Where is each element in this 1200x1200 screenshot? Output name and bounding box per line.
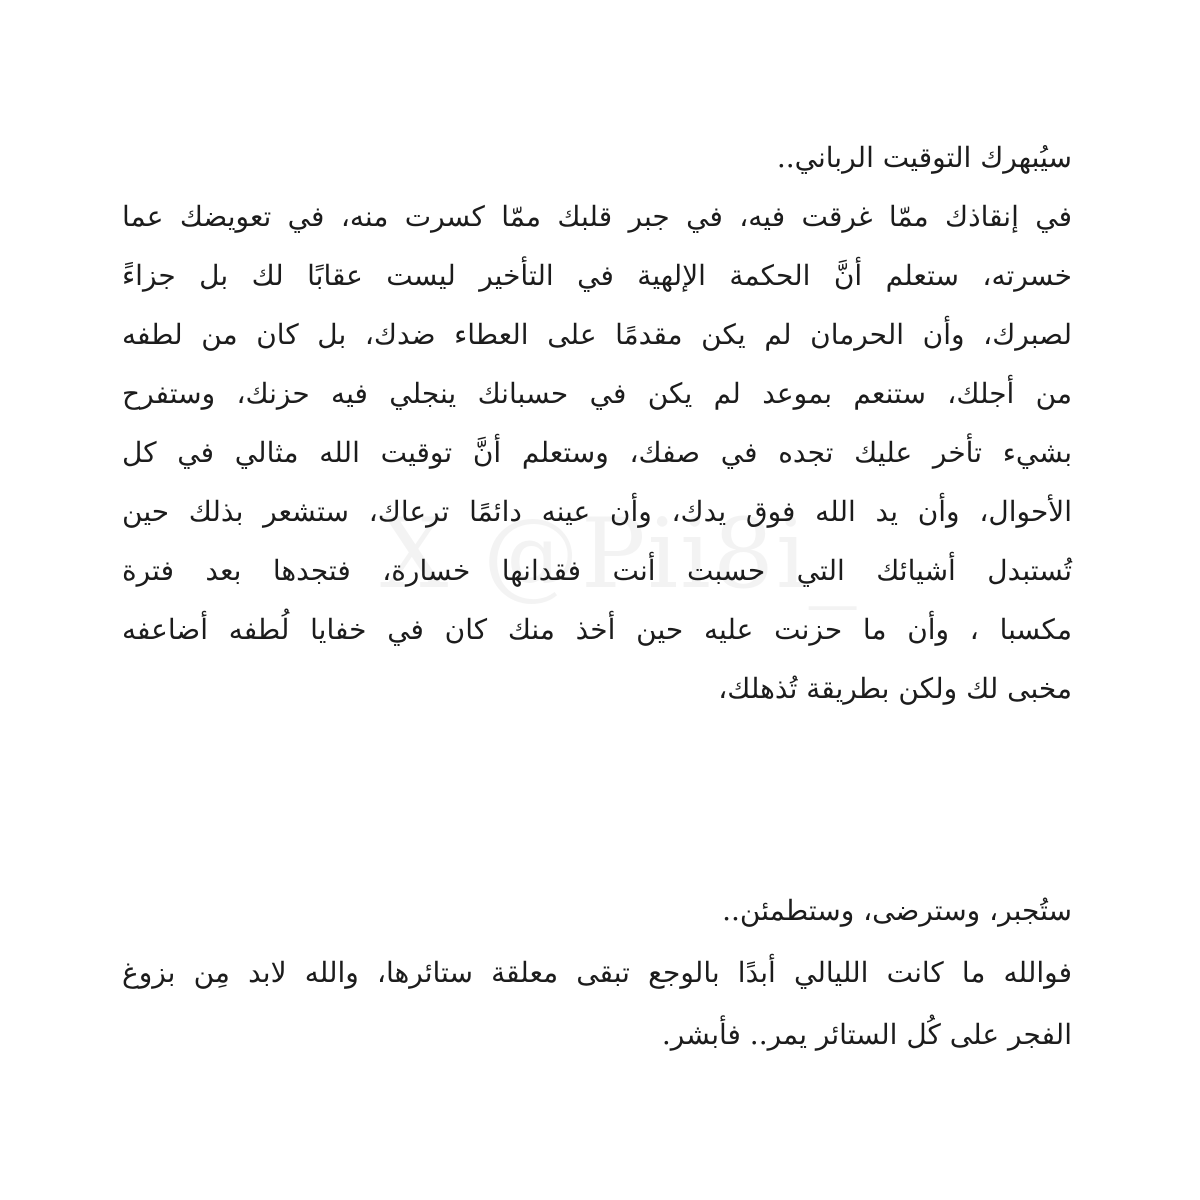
paragraph-1	[122, 128, 1072, 718]
paragraph-2-line: الفجر على كُل الستائر يمر.. فأبشر.	[661, 1018, 1072, 1051]
paragraph-1-line: في إنقاذك ممّا غرقت فيه، في جبر قلبك ممّا كسرت منه، في تعويضك عما	[122, 200, 1072, 233]
paragraph-2	[122, 880, 1072, 1066]
paragraph-1-line: خسرته، ستعلم أنَّ الحكمة الإلهية في التأخير ليست عقابًا لك بل جزاءً	[122, 259, 1072, 292]
paragraph-2-heading: ستُجبر، وسترضى، وستطمئن..	[722, 894, 1072, 927]
paragraph-1-line: لصبرك، وأن الحرمان لم يكن مقدمًا على العطاء ضدك، بل كان من لطفه	[122, 318, 1072, 351]
paragraph-1-line: تُستبدل أشيائك التي حسبت أنت فقدانها خسارة، فتجدها بعد فترة	[122, 554, 1072, 587]
paragraph-2-line: فوالله ما كانت الليالي أبدًا بالوجع تبقى معلقة ستائرها، والله لابد مِن بزوغ	[122, 956, 1072, 989]
paragraph-1-line: بشيء تأخر عليك تجده في صفك، وستعلم أنَّ توقيت الله مثالي في كل	[122, 436, 1072, 469]
paragraph-1-line: مخبى لك ولكن بطريقة تُذهلك،	[718, 672, 1072, 705]
paragraph-1-line: من أجلك، ستنعم بموعد لم يكن في حسبانك ينجلي فيه حزنك، وستفرح	[122, 377, 1072, 410]
paragraph-1-line: الأحوال، وأن يد الله فوق يدك، وأن عينه دائمًا ترعاك، ستشعر بذلك حين	[122, 495, 1072, 528]
paragraph-1-line: مكسبا ، وأن ما حزنت عليه حين أخذ منك كان في خفايا لُطفه أضاعفه	[122, 613, 1072, 646]
paragraph-1-heading: سيُبهرك التوقيت الرباني..	[776, 141, 1072, 174]
